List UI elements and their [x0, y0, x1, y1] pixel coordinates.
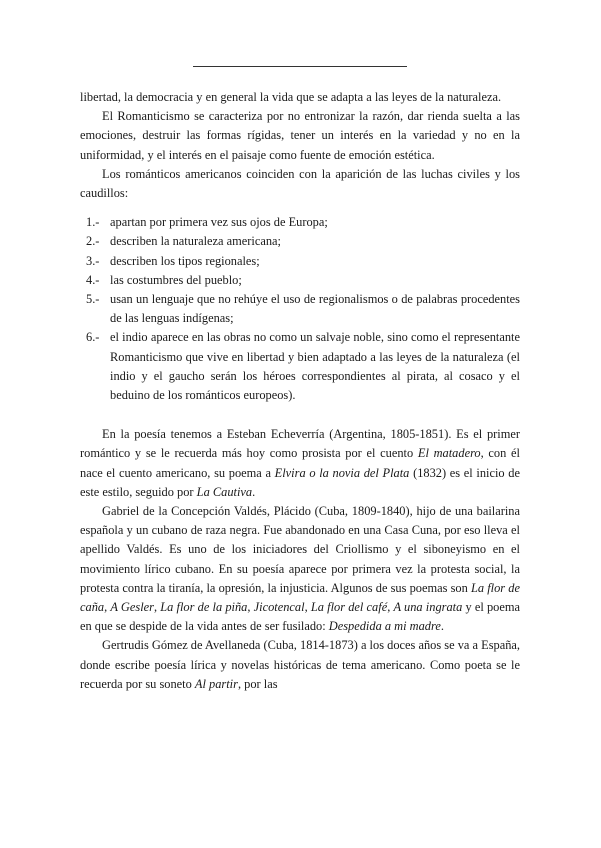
text-run: En la poesía tenemos a Esteban Echeverría (Argentina, 1805-1851). Es el primer romántico y se le recuerda más hoy como prosista por el cuento: [80, 427, 520, 461]
text-run: (1832) es el inicio de este estilo, seguido por: [80, 465, 520, 499]
paragraph-intro-continuation: libertad, la democracia y en general la vida que se adapta a las leyes de la naturaleza.: [80, 90, 502, 104]
text-run: ,: [153, 600, 161, 615]
work-title: Elvira o la novia del Plata: [274, 465, 410, 480]
header-rule: [193, 66, 407, 67]
text-run: Gertrudis Gómez de Avellaneda (Cuba, 1814-1873) a los doces años se va a España, donde escribe poesía lírica y novelas históricas de tema americano. Como poeta se le recuerda por su soneto: [80, 638, 520, 691]
list-number: 5.-: [86, 292, 100, 307]
text-run: .: [440, 619, 444, 634]
list-item: [80, 328, 520, 405]
list-number: 2.-: [86, 234, 100, 249]
paragraph-placido: [80, 502, 520, 636]
work-title: Al partir: [194, 676, 238, 691]
list-text: describen los tipos regionales;: [110, 253, 260, 268]
paragraph-echeverria: [80, 425, 520, 502]
text-run: y el poema en que se despide de la vida antes de ser fusilado:: [80, 600, 521, 634]
work-title: La flor de caña: [80, 580, 520, 615]
work-title: La flor de la piña: [160, 600, 248, 615]
text-run: .: [252, 484, 256, 499]
text-run: , por las: [237, 676, 278, 691]
text-run: ,: [304, 600, 311, 615]
work-title: Jicotencal: [253, 600, 305, 615]
text-run: ,: [104, 600, 111, 615]
list-number: 4.-: [86, 272, 100, 287]
paragraph-gap: [80, 405, 520, 425]
list-text: describen la naturaleza americana;: [110, 234, 281, 249]
list-text: las costumbres del pueblo;: [110, 272, 242, 287]
book-page: [80, 0, 520, 848]
work-title: La Cautiva: [196, 484, 253, 499]
list-number: 6.-: [86, 330, 100, 345]
list-number: 1.-: [86, 215, 100, 230]
list-item: [80, 213, 520, 232]
paragraph-avellaneda: [80, 636, 520, 694]
work-title: A una ingrata: [393, 600, 463, 615]
text-run: , con él nace el cuento americano, su poema a: [80, 446, 520, 480]
work-title: El matadero: [417, 446, 481, 461]
characteristics-list: [80, 213, 520, 405]
work-title: Despedida a mi madre: [328, 619, 441, 634]
text-run: Gabriel de la Concepción Valdés, Plácido (Cuba, 1809-1840), hijo de una bailarina española y un cubano de raza negra. Fue abandonado en una Casa Cuna, por eso lleva el apellido Valdés. Es uno de los iniciadores del Criollismo y el siboneyismo en el movimiento lírico cubano. En su poesía aparece por primera vez la protesta social, la protesta contra la tiranía, la opresión, la injusticia. Algunos de sus poemas son: [80, 504, 520, 595]
text-run: ,: [387, 600, 394, 615]
work-title: A Gesler: [110, 600, 154, 615]
list-item: [80, 271, 520, 290]
paragraph-american-romantics: Los románticos americanos coinciden con la aparición de las luchas civiles y los caudillos:: [80, 166, 520, 201]
paragraph-romanticism-definition: El Romanticismo se caracteriza por no entronizar la razón, dar rienda suelta a las emociones, destruir las formas rígidas, tener un interés en la variedad y no en la uniformidad, y el interés en el paisaje como fuente de emoción estética.: [80, 109, 520, 162]
body-text: [80, 88, 520, 694]
list-text: el indio aparece en las obras no como un salvaje noble, sino como el representante Romanticismo que vive en libertad y bien adaptado a las leyes de la naturaleza (el indio y el gaucho serán los héroes correspondientes al pirata, al cosaco y el beduino de los románticos europeos).: [110, 330, 520, 403]
list-number: 3.-: [86, 253, 100, 268]
list-item: [80, 232, 520, 251]
list-text: apartan por primera vez sus ojos de Europa;: [110, 215, 328, 230]
work-title: La flor del café: [310, 600, 388, 615]
text-run: ,: [247, 600, 254, 615]
list-item: [80, 252, 520, 271]
list-item: [80, 290, 520, 328]
list-text: usan un lenguaje que no rehúye el uso de regionalismos o de palabras procedentes de las lenguas indígenas;: [110, 292, 520, 326]
